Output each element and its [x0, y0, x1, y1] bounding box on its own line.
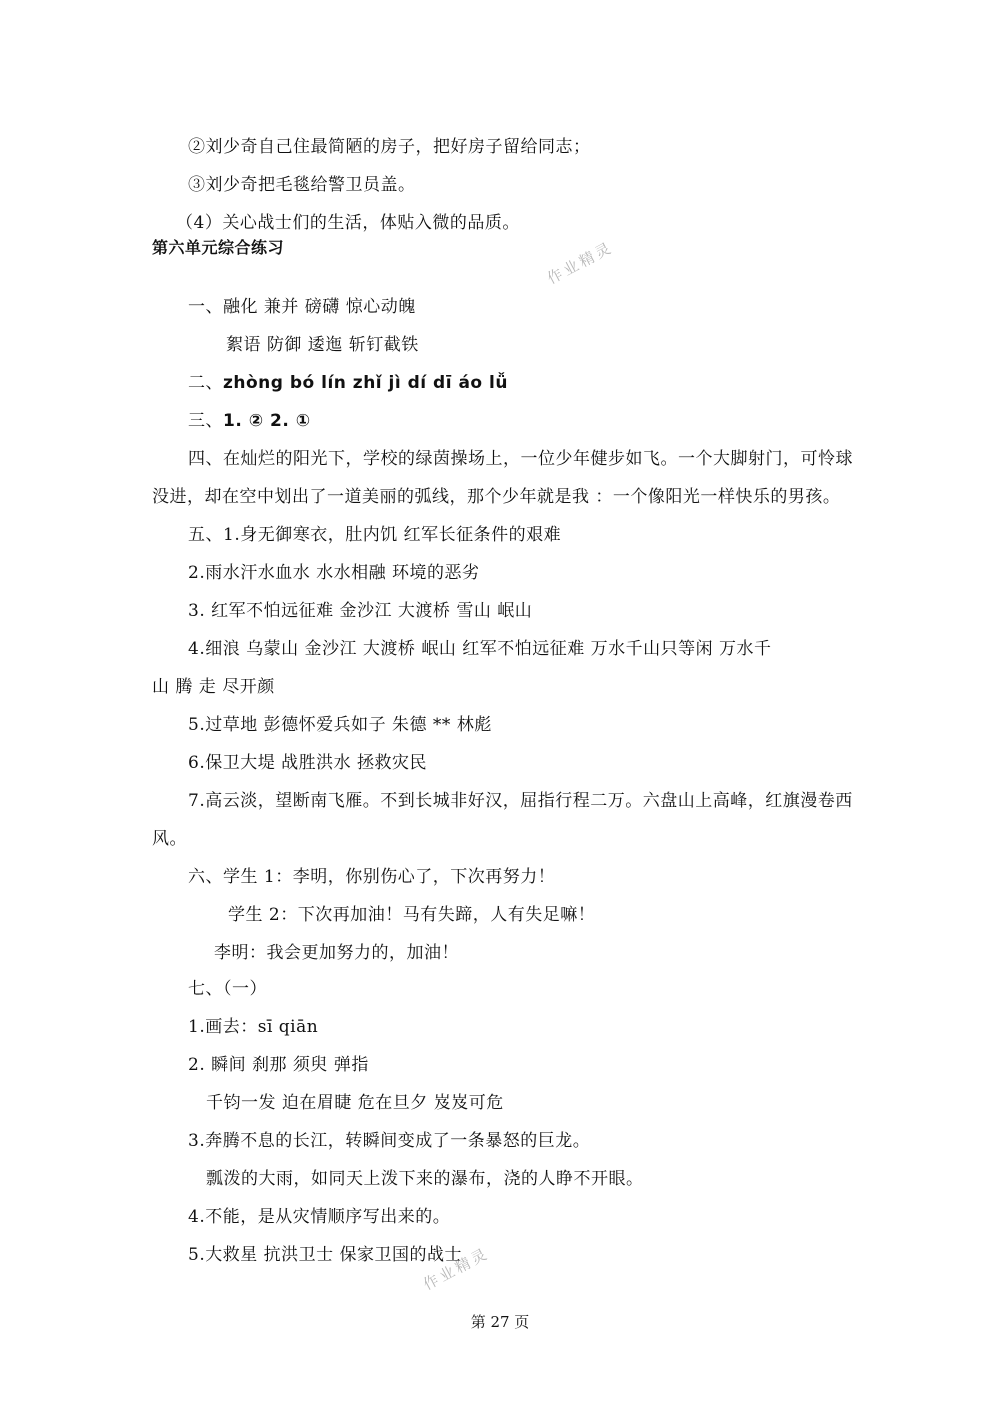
- q6-line-2: 学生 2：下次再加油！马有失蹄，人有失足嘛！: [228, 905, 596, 925]
- watermark-bottom: 作业精灵: [420, 1244, 493, 1294]
- q1-line-1: 一、融化 兼并 磅礴 惊心动魄: [188, 297, 416, 317]
- answer-line-2: ③刘少奇把毛毯给警卫员盖。: [188, 175, 416, 195]
- q6-line-1: 六、学生 1：李明，你别伤心了，下次再努力！: [188, 867, 556, 887]
- q7-line-1: 七、（一）: [188, 979, 267, 999]
- q2-pinyin: zhòng bó lín zhǐ jì dí dī áo lǚ: [223, 373, 508, 393]
- q3-line: [188, 409, 311, 433]
- q7-line-6: 瓢泼的大雨，如同天上泼下来的瀑布，浇的人睁不开眼。: [206, 1169, 644, 1189]
- answer-line-1: ②刘少奇自己住最简陋的房子，把好房子留给同志；: [188, 137, 591, 157]
- q2-prefix: 二、: [188, 373, 223, 393]
- q5-line-7: 6.保卫大堤 战胜洪水 拯救灾民: [188, 753, 428, 773]
- q5-line-6: 5.过草地 彭德怀爱兵如子 朱德 ** 林彪: [188, 715, 492, 735]
- q3-prefix: 三、: [188, 411, 223, 431]
- section-heading: 第六单元综合练习: [152, 238, 285, 257]
- q5-line-8: 7.高云淡，望断南飞雁。不到长城非好汉，屈指行程二万。六盘山上高峰，红旗漫卷西: [188, 791, 853, 811]
- watermark-top: 作业精灵: [544, 238, 617, 288]
- q5-line-3: 3. 红军不怕远征难 金沙江 大渡桥 雪山 岷山: [188, 601, 533, 621]
- q7-line-2: 1.画去：sī qiān: [188, 1017, 319, 1037]
- answer-line-3: （4）关心战士们的生活，体贴入微的品质。: [176, 213, 520, 233]
- q7-line-3: 2. 瞬间 刹那 须臾 弹指: [188, 1055, 369, 1075]
- q2-pinyin-line: [188, 371, 508, 395]
- q5-line-4: 4.细浪 乌蒙山 金沙江 大渡桥 岷山 红军不怕远征难 万水千山只等闲 万水千: [188, 639, 772, 659]
- q4-line-2: 没进，却在空中划出了一道美丽的弧线，那个少年就是我 ：一个像阳光一样快乐的男孩。: [152, 487, 841, 507]
- q3-answers: 1. ② 2. ①: [223, 411, 311, 431]
- q4-line-1: 四、在灿烂的阳光下，学校的绿茵操场上，一位少年健步如飞。一个大脚射门，可怜球: [188, 449, 853, 469]
- q5-line-2: 2.雨水汗水血水 水水相融 环境的恶劣: [188, 563, 480, 583]
- q7-line-5: 3.奔腾不息的长江，转瞬间变成了一条暴怒的巨龙。: [188, 1131, 591, 1151]
- q5-line-9: 风。: [152, 829, 187, 849]
- q7-line-7: 4.不能，是从灾情顺序写出来的。: [188, 1207, 451, 1227]
- q7-line-4: 千钧一发 迫在眉睫 危在旦夕 岌岌可危: [206, 1093, 504, 1113]
- q6-line-3: 李明：我会更加努力的，加油！: [214, 943, 459, 963]
- q1-line-2: 絮语 防御 逶迤 斩钉截铁: [226, 335, 419, 355]
- page-number: 第 27 页: [470, 1313, 530, 1331]
- q7-line-8: 5.大救星 抗洪卫士 保家卫国的战士: [188, 1245, 463, 1265]
- q5-line-5: 山 腾 走 尽开颜: [152, 677, 275, 697]
- q5-line-1: 五、1.身无御寒衣，肚内饥 红军长征条件的艰难: [188, 525, 562, 545]
